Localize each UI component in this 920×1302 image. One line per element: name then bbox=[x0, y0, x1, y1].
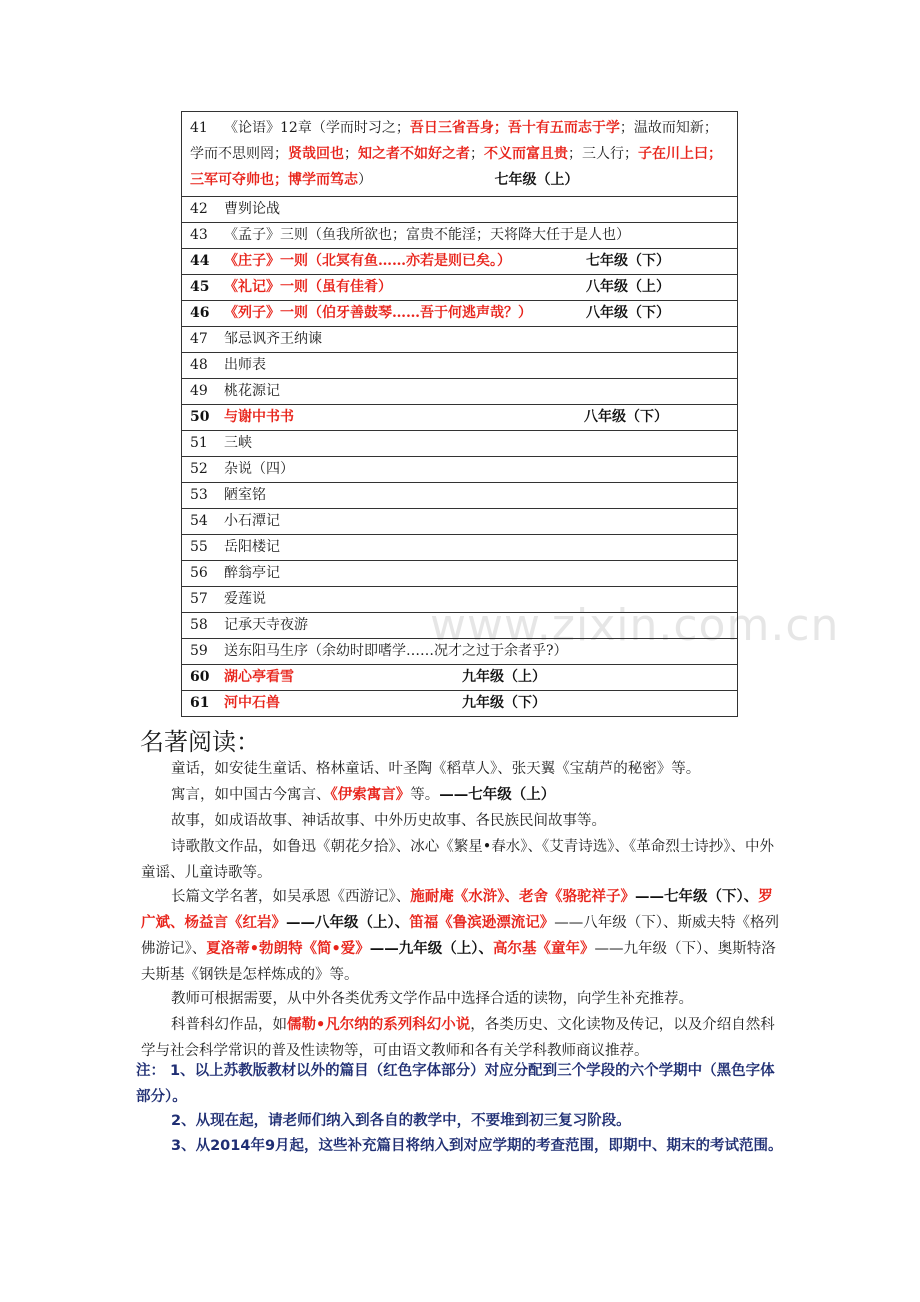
table-row bbox=[182, 197, 738, 223]
paragraph-novels bbox=[141, 884, 786, 988]
row-number: 61 bbox=[190, 695, 210, 711]
row-text-red: 《庄子》一则（北冥有鱼……亦若是则已矣。） bbox=[224, 253, 511, 269]
table-row bbox=[182, 275, 738, 301]
note-3: 3、从2014年9月起，这些补充篇目将纳入到对应学期的考查范围，即期中、期末的考试范围。 bbox=[171, 1138, 783, 1154]
row-text: 小石潭记 bbox=[224, 513, 280, 529]
text-span-red: 笛福《鲁滨逊漂流记》 bbox=[409, 914, 555, 931]
grade-label: 八年级（下） bbox=[586, 305, 670, 321]
text-span-red: 高尔基《童年》 bbox=[493, 940, 595, 957]
grade-label: 七年级（上） bbox=[494, 172, 579, 188]
grade-label: ——七年级（下）、 bbox=[635, 888, 759, 905]
row-number: 55 bbox=[190, 539, 208, 555]
row-text: 杂说（四） bbox=[224, 461, 294, 477]
table-row bbox=[182, 535, 738, 561]
row-text: 邹忌讽齐王纳谏 bbox=[224, 331, 322, 347]
row-text: 送东阳马生序（余幼时即嗜学……况才之过于余者乎?） bbox=[224, 643, 568, 659]
row-text: ） bbox=[358, 172, 372, 188]
text-span-red: 《伊索寓言》 bbox=[330, 786, 411, 803]
grade-label: ——九年级（上）、 bbox=[369, 940, 494, 957]
text-span: 等。 bbox=[410, 787, 440, 803]
table-row bbox=[182, 301, 738, 327]
row-text-red: 不义而富且贵 bbox=[484, 146, 568, 162]
row-number: 41 bbox=[190, 120, 208, 136]
table-row bbox=[182, 327, 738, 353]
grade-label: 九年级（下） bbox=[462, 695, 546, 711]
row-text: ；温故而知新；学而不思则罔； bbox=[190, 120, 718, 162]
table-row bbox=[182, 639, 738, 665]
row-text: 记承天寺夜游 bbox=[224, 617, 308, 633]
row-text-red: 《礼记》一则（虽有佳肴） bbox=[224, 279, 392, 295]
row-number: 52 bbox=[190, 461, 208, 477]
row-text: 《孟子》三则（鱼我所欲也；富贵不能淫；天将降大任于是人也） bbox=[224, 227, 630, 243]
table-cell bbox=[182, 112, 738, 197]
table-row bbox=[182, 691, 738, 717]
text-span: 科普科幻作品，如 bbox=[171, 1017, 287, 1033]
table-row bbox=[182, 613, 738, 639]
text-span: ——八年级（下）、斯威夫特《格列佛游记》、 bbox=[141, 915, 779, 957]
paragraph-fables bbox=[141, 782, 786, 808]
row-text-red: 贤哉回也 bbox=[288, 146, 344, 162]
row-text: 爱莲说 bbox=[224, 591, 266, 607]
grade-label: 九年级（上） bbox=[462, 669, 546, 685]
table-row bbox=[182, 587, 738, 613]
grade-label: ——七年级（上） bbox=[439, 786, 556, 803]
row-text: 桃花源记 bbox=[224, 383, 280, 399]
row-number: 54 bbox=[190, 513, 208, 529]
table-row bbox=[182, 483, 738, 509]
row-number: 60 bbox=[190, 669, 210, 685]
row-number: 57 bbox=[190, 591, 208, 607]
row-number: 58 bbox=[190, 617, 208, 633]
table-row bbox=[182, 249, 738, 275]
table-row bbox=[182, 561, 738, 587]
row-text: ； bbox=[344, 146, 358, 162]
row-number: 43 bbox=[190, 227, 208, 243]
row-text: 醉翁亭记 bbox=[224, 565, 280, 581]
note-1: 注： 1、以上苏教版教材以外的篇目（红色字体部分）对应分配到三个学段的六个学期中（黑色字体部分）。 bbox=[136, 1063, 775, 1105]
text-span: ，各类历史、文化读物及传记，以及介绍自然科学与社会科学常识的普及性读物等，可由语文教师和各有关学科教师商议推荐。 bbox=[141, 1017, 775, 1059]
classical-text-table bbox=[181, 111, 738, 717]
row-text-red: 河中石兽 bbox=[224, 695, 280, 711]
row-text: 出师表 bbox=[224, 357, 266, 373]
text-span-red: 罗广斌、杨益言《红岩》 bbox=[141, 888, 773, 931]
row-text: 《论语》12章（学而时习之； bbox=[224, 120, 410, 136]
row-number: 46 bbox=[190, 305, 210, 321]
row-number: 42 bbox=[190, 201, 208, 217]
paragraph-poetry: 诗歌散文作品，如鲁迅《朝花夕拾》、冰心《繁星•春水》、《艾青诗选》、《革命烈士诗抄》、中外童谣、儿童诗歌等。 bbox=[141, 839, 775, 881]
row-number: 44 bbox=[190, 253, 210, 269]
paragraph-teacher-recommend: 教师可根据需要，从中外各类优秀文学作品中选择合适的读物，向学生补充推荐。 bbox=[171, 991, 693, 1007]
row-number: 47 bbox=[190, 331, 208, 347]
section-title: 名著阅读： bbox=[140, 728, 260, 756]
table-row bbox=[182, 405, 738, 431]
table-row bbox=[182, 379, 738, 405]
watermark: www.zixin.com.cn bbox=[430, 600, 840, 651]
paragraph-fairy-tales: 童话，如安徒生童话、格林童话、叶圣陶《稻草人》、张天翼《宝葫芦的秘密》等。 bbox=[171, 761, 701, 777]
row-number: 59 bbox=[190, 643, 208, 659]
table-row bbox=[182, 457, 738, 483]
row-text: 三峡 bbox=[224, 435, 252, 451]
row-text: 陋室铭 bbox=[224, 487, 266, 503]
grade-label: 七年级（下） bbox=[586, 253, 670, 269]
table-row bbox=[182, 112, 738, 197]
text-span-red: 儒勒•凡尔纳的系列科幻小说 bbox=[287, 1016, 471, 1033]
row-number: 50 bbox=[190, 409, 210, 425]
grade-label: 八年级（下） bbox=[584, 409, 668, 425]
table-row bbox=[182, 431, 738, 457]
row-number: 53 bbox=[190, 487, 208, 503]
row-text: ； bbox=[470, 146, 484, 162]
row-text-red: 《列子》一则（伯牙善鼓琴……吾于何逃声哉？） bbox=[224, 305, 532, 321]
row-text: 曹刿论战 bbox=[224, 201, 280, 217]
text-span-red: 夏洛蒂•勃朗特《简•爱》 bbox=[206, 940, 370, 957]
row-text-red: 子在川上曰；三军可夺帅也；博学而笃志 bbox=[190, 146, 722, 188]
paragraph-stories: 故事，如成语故事、神话故事、中外历史故事、各民族民间故事等。 bbox=[171, 813, 606, 829]
text-span-red: 施耐庵《水浒》、老舍《骆驼祥子》 bbox=[410, 888, 635, 905]
table-row bbox=[182, 665, 738, 691]
row-number: 56 bbox=[190, 565, 208, 581]
grade-label: 八年级（上） bbox=[586, 279, 670, 295]
table-row bbox=[182, 353, 738, 379]
row-number: 45 bbox=[190, 279, 210, 295]
row-text-red: 与谢中书书 bbox=[224, 409, 294, 425]
table-row bbox=[182, 223, 738, 249]
paragraph-science bbox=[141, 1012, 786, 1064]
row-text-red: 湖心亭看雪 bbox=[224, 669, 294, 685]
note-2: 2、从现在起，请老师们纳入到各自的教学中，不要堆到初三复习阶段。 bbox=[171, 1113, 631, 1129]
text-span: ——九年级（下）、奥斯特洛夫斯基《钢铁是怎样炼成的》等。 bbox=[141, 941, 776, 983]
row-number: 51 bbox=[190, 435, 208, 451]
row-text: ；三人行； bbox=[568, 146, 638, 162]
grade-label: ——八年级（上）、 bbox=[286, 914, 410, 931]
table-row bbox=[182, 509, 738, 535]
row-text-red: 知之者不如好之者 bbox=[358, 146, 470, 162]
row-number: 49 bbox=[190, 383, 208, 399]
row-text: 岳阳楼记 bbox=[224, 539, 280, 555]
row-number: 48 bbox=[190, 357, 208, 373]
text-span: 寓言，如中国古今寓言、 bbox=[171, 787, 331, 803]
row-text-red: 吾日三省吾身；吾十有五而志于学 bbox=[409, 120, 620, 136]
text-span: 长篇文学名著，如吴承恩《西游记》、 bbox=[171, 889, 411, 905]
